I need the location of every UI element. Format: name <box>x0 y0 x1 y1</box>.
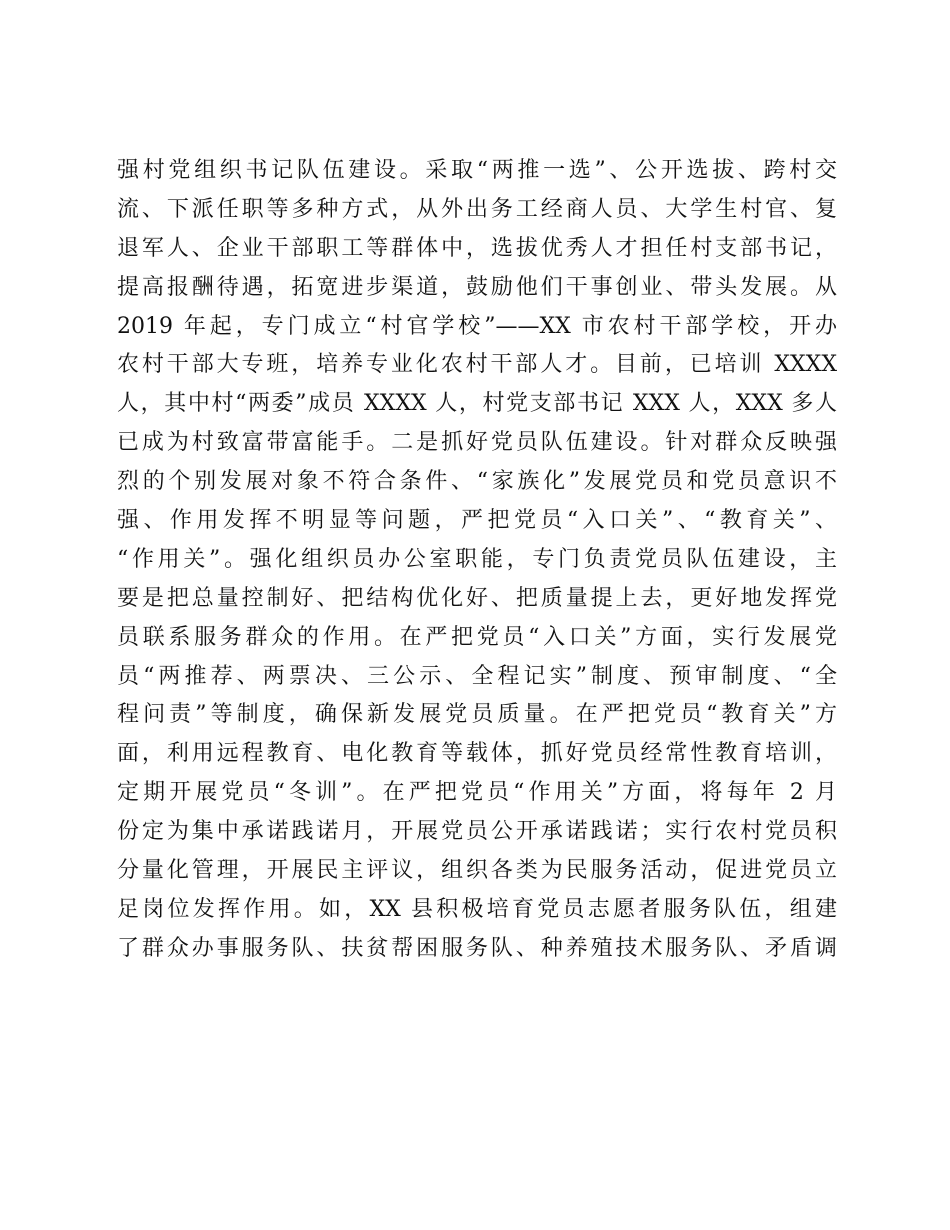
text-line: 定期开展党员“冬训”。在严把党员“作用关”方面，将每年 2 月 <box>117 780 837 806</box>
text-line: “作用关”。强化组织员办公室职能，专门负责党员队伍建设，主 <box>117 546 837 572</box>
text-line: 员“两推荐、两票决、三公示、全程记实”制度、预审制度、“全 <box>117 663 837 689</box>
text-line: 强、作用发挥不明显等问题，严把党员“入口关”、“教育关”、 <box>117 508 837 534</box>
text-line: 农村干部大专班，培养专业化农村干部人才。目前，已培训 XXXX <box>117 352 837 378</box>
text-line: 2019 年起，专门成立“村官学校”——XX 市农村干部学校，开办 <box>117 313 837 339</box>
text-line: 份定为集中承诺践诺月，开展党员公开承诺践诺；实行农村党员积 <box>117 819 837 845</box>
text-line: 烈的个别发展对象不符合条件、“家族化”发展党员和党员意识不 <box>117 469 837 495</box>
text-line: 已成为村致富带富能手。二是抓好党员队伍建设。针对群众反映强 <box>117 430 837 456</box>
text-line: 足岗位发挥作用。如，XX 县积极培育党员志愿者服务队伍，组建 <box>117 896 837 922</box>
text-line: 要是把总量控制好、把结构优化好、把质量提上去，更好地发挥党 <box>117 585 837 611</box>
text-line: 提高报酬待遇，拓宽进步渠道，鼓励他们干事创业、带头发展。从 <box>117 274 837 300</box>
body-paragraph <box>117 152 837 969</box>
text-line: 人，其中村“两委”成员 XXXX 人，村党支部书记 XXX 人，XXX 多人 <box>117 391 837 417</box>
text-line: 面，利用远程教育、电化教育等载体，抓好党员经常性教育培训， <box>117 741 837 767</box>
text-line: 程问责”等制度，确保新发展党员质量。在严把党员“教育关”方 <box>117 702 837 728</box>
text-line: 了群众办事服务队、扶贫帮困服务队、种养殖技术服务队、矛盾调 <box>117 935 837 961</box>
text-line: 退军人、企业干部职工等群体中，选拔优秀人才担任村支部书记， <box>117 235 837 261</box>
text-line: 流、下派任职等多种方式，从外出务工经商人员、大学生村官、复 <box>117 196 837 222</box>
text-line: 强村党组织书记队伍建设。采取“两推一选”、公开选拔、跨村交 <box>117 158 837 183</box>
text-line: 分量化管理，开展民主评议，组织各类为民服务活动，促进党员立 <box>117 858 837 884</box>
text-line: 员联系服务群众的作用。在严把党员“入口关”方面，实行发展党 <box>117 624 837 650</box>
